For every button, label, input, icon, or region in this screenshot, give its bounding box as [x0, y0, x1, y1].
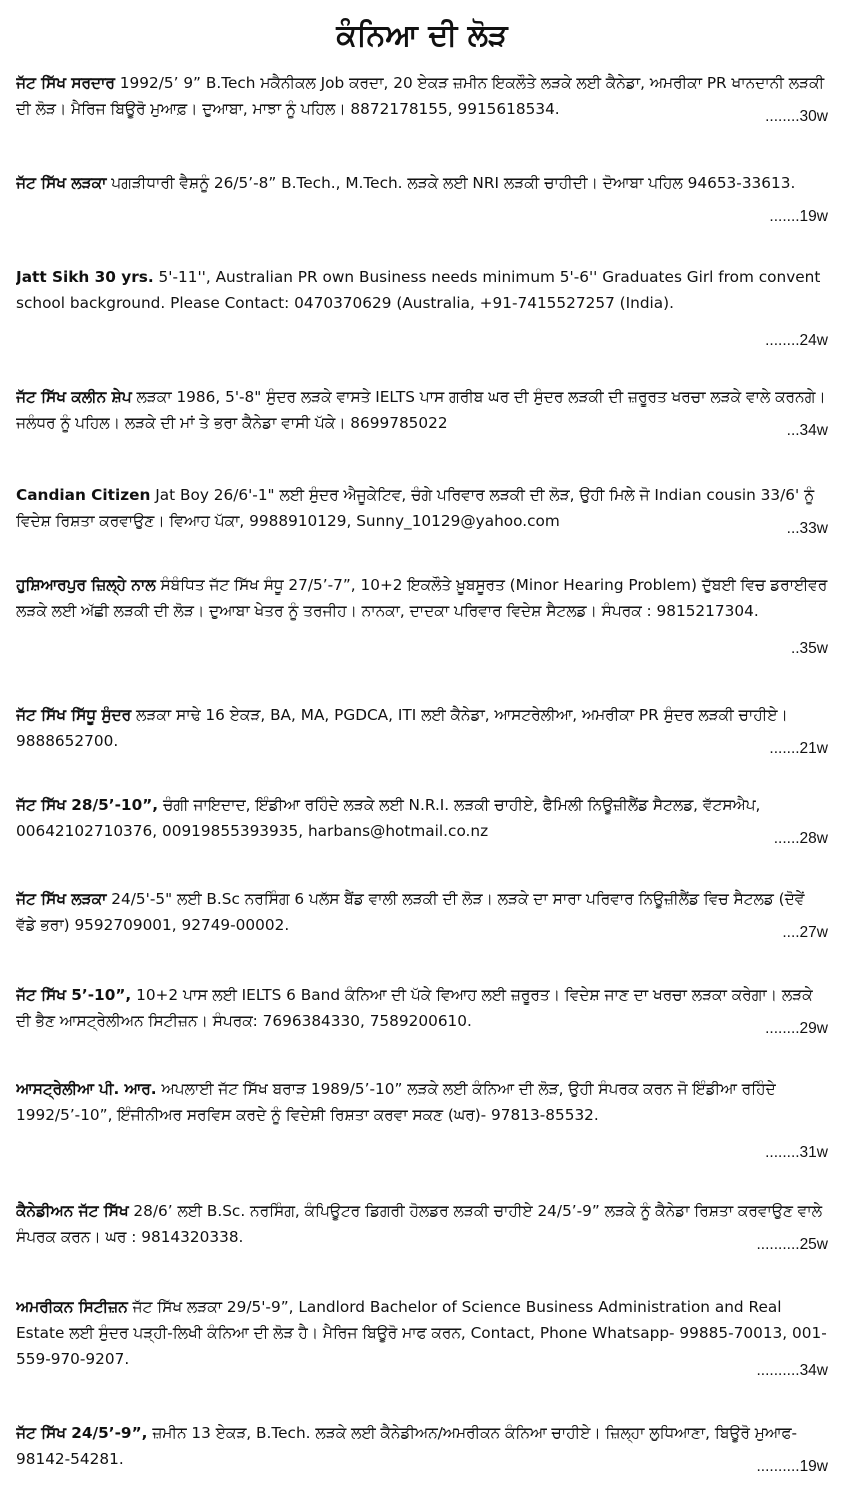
- ad-reference: ......28w: [768, 826, 828, 852]
- classified-ad: [16, 482, 828, 542]
- ad-heading: ਜੱਟ ਸਿੱਖ ਸਰਦਾਰ: [16, 74, 115, 92]
- ad-reference: ..........19w: [751, 1454, 829, 1480]
- ad-heading: ਜੱਟ ਸਿੱਖ 5’-10”,: [16, 986, 132, 1004]
- ad-text: 1992/5’ 9” B.Tech ਮਕੈਨੀਕਲ Job ਕਰਦਾ, 20 ਏਕੜ ਜ਼ਮੀਨ ਇਕਲੌਤੇ ਲੜਕੇ ਲਈ ਕੈਨੇਡਾ, ਅਮਰੀਕਾ PR ਖਾਨਦਾਨੀ ਲੜਕੀ ਦੀ ਲੋੜ। ਮੈਰਿਜ ਬਿਊਰੋ ਮੁਆਫ਼। ਦੁਆਬਾ, ਮਾਝਾ ਨੂੰ ਪਹਿਲ। 8872178155, 9915618534.: [16, 74, 825, 118]
- ad-reference: .......21w: [763, 736, 828, 762]
- ad-heading: ਜੱਟ ਸਿੱਖ ਲੜਕਾ: [16, 890, 107, 908]
- ad-heading: ਜੱਟ ਸਿੱਖ 28/5’-10”,: [16, 796, 159, 814]
- ad-text: ਪਗੜੀਧਾਰੀ ਵੈਸ਼ਨੂੰ 26/5’-8” B.Tech., M.Tech. ਲੜਕੇ ਲਈ NRI ਲੜਕੀ ਚਾਹੀਦੀ। ਦੋਆਬਾ ਪਹਿਲ 94653-33613.: [106, 174, 796, 192]
- classified-ad: [16, 886, 828, 946]
- ad-text: ਜ਼ਮੀਨ 13 ਏਕੜ, B.Tech. ਲੜਕੇ ਲਈ ਕੈਨੇਡੀਅਨ/ਅਮਰੀਕਨ ਕੰਨਿਆ ਚਾਹੀਏ। ਜ਼ਿਲ੍ਹਾ ਲੁਧਿਆਣਾ, ਬਿਊਰੋ ਮੁਆਫ- 98142-54281.: [16, 1424, 797, 1468]
- classified-ad: [16, 170, 828, 230]
- ad-text: 24/5'-5" ਲਈ B.Sc ਨਰਸਿੰਗ 6 ਪਲੱਸ ਬੈਂਡ ਵਾਲੀ ਲੜਕੀ ਦੀ ਲੋੜ। ਲੜਕੇ ਦਾ ਸਾਰਾ ਪਰਿਵਾਰ ਨਿਊਜ਼ੀਲੈਂਡ ਵਿਚ ਸੈਟਲਡ (ਦੋਵੇਂ ਵੱਡੇ ਭਰਾ) 9592709001, 92749-00002.: [16, 890, 805, 934]
- classified-ad: [16, 792, 828, 852]
- ad-reference: .......19w: [763, 204, 828, 230]
- ad-text: ਜੱਟ ਸਿੱਖ ਲੜਕਾ 29/5'-9”, Landlord Bachelor of Science Business Administration and Real Estate ਲਈ ਸੁੰਦਰ ਪੜ੍ਹੀ-ਲਿਖੀ ਕੰਨਿਆ ਦੀ ਲੋੜ ਹੈ। ਮੈਰਿਜ ਬਿਊਰੋ ਮਾਫ ਕਰਨ, Contact, Phone Whatsapp- 99885-70013, 001-559-970-9207.: [16, 1298, 827, 1368]
- ad-heading: ਜੱਟ ਸਿੱਖ ਲੜਕਾ: [16, 174, 107, 192]
- classified-ad: [16, 1076, 828, 1166]
- classified-ad: [16, 70, 828, 130]
- ad-reference: ........29w: [759, 1016, 828, 1042]
- ad-heading: ਹੁਸ਼ਿਆਰਪੁਰ ਜ਼ਿਲ੍ਹੇ ਨਾਲ: [16, 576, 156, 594]
- ad-heading: ਅਮਰੀਕਨ ਸਿਟੀਜ਼ਨ: [16, 1298, 128, 1316]
- ad-heading: ਜੱਟ ਸਿੱਖ ਸਿੱਧੂ ਸੁੰਦਰ: [16, 706, 132, 724]
- ad-reference: ..35w: [785, 636, 828, 662]
- ad-reference: ...33w: [781, 516, 828, 542]
- ad-reference: ........31w: [759, 1140, 828, 1166]
- ad-text: ਲੜਕਾ 1986, 5'-8" ਸੁੰਦਰ ਲੜਕੇ ਵਾਸਤੇ IELTS ਪਾਸ ਗਰੀਬ ਘਰ ਦੀ ਸੁੰਦਰ ਲੜਕੀ ਦੀ ਜ਼ਰੂਰਤ ਖਰਚਾ ਲੜਕੇ ਵਾਲੇ ਕਰਨਗੇ। ਜਲੰਧਰ ਨੂੰ ਪਹਿਲ। ਲੜਕੇ ਦੀ ਮਾਂ ਤੇ ਭਰਾ ਕੈਨੇਡਾ ਵਾਸੀ ਪੱਕੇ। 8699785022: [16, 388, 826, 432]
- ad-heading: ਆਸਟ੍ਰੇਲੀਆ ਪੀ. ਆਰ.: [16, 1080, 157, 1098]
- ad-heading: ਕੈਨੇਡੀਅਨ ਜੱਟ ਸਿੱਖ: [16, 1202, 129, 1220]
- page-title: ਕੰਨਿਆ ਦੀ ਲੋੜ: [336, 18, 508, 53]
- ad-heading: Jatt Sikh 30 yrs.: [16, 268, 154, 286]
- ad-text: Jat Boy 26/6'-1" ਲਈ ਸੁੰਦਰ ਐਜੂਕੇਟਿਵ, ਚੰਗੇ ਪਰਿਵਾਰ ਲੜਕੀ ਦੀ ਲੋੜ, ਉਹੀ ਮਿਲੇ ਜੋ Indian cousin 33/6' ਨੂੰ ਵਿਦੇਸ਼ ਰਿਸ਼ਤਾ ਕਰਵਾਉਣ। ਵਿਆਹ ਪੱਕਾ, 9988910129, Sunny_10129@yahoo.com: [16, 486, 815, 530]
- classified-ad: [16, 572, 828, 662]
- ad-heading: ਜੱਟ ਸਿੱਖ 24/5’-9”,: [16, 1424, 148, 1442]
- ad-text: ਚੰਗੀ ਜਾਇਦਾਦ, ਇੰਡੀਆ ਰਹਿੰਦੇ ਲੜਕੇ ਲਈ N.R.I. ਲੜਕੀ ਚਾਹੀਏ, ਫੈਮਿਲੀ ਨਿਊਜ਼ੀਲੈਂਡ ਸੈਟਲਡ, ਵੱਟਸਐਪ, 00642102710376, 00919855393935, harbans@hotmail.co.nz: [16, 796, 761, 840]
- ad-heading: Candian Citizen: [16, 486, 151, 504]
- ad-heading: ਜੱਟ ਸਿੱਖ ਕਲੀਨ ਸ਼ੇਪ: [16, 388, 132, 406]
- classified-ad: [16, 982, 828, 1042]
- ad-text: 28/6’ ਲਈ B.Sc. ਨਰਸਿੰਗ, ਕੰਪਿਊਟਰ ਡਿਗਰੀ ਹੋਲਡਰ ਲੜਕੀ ਚਾਹੀਏ 24/5’-9” ਲੜਕੇ ਨੂੰ ਕੈਨੇਡਾ ਰਿਸ਼ਤਾ ਕਰਵਾਉਣ ਵਾਲੇ ਸੰਪਰਕ ਕਰਨ। ਘਰ : 9814320338.: [16, 1202, 822, 1246]
- classified-ad: [16, 1294, 828, 1384]
- ad-reference: ....27w: [776, 920, 828, 946]
- ad-reference: ..........25w: [751, 1232, 829, 1258]
- classified-ad: [16, 264, 828, 354]
- ad-reference: ........24w: [759, 328, 828, 354]
- ad-text: ਸੰਬੰਧਿਤ ਜੱਟ ਸਿੱਖ ਸੰਧੂ 27/5’-7”, 10+2 ਇਕਲੌਤੇ ਖ਼ੂਬਸੂਰਤ (Minor Hearing Problem) ਦੁੱਬਈ ਵਿਚ ਡਰਾਈਵਰ ਲੜਕੇ ਲਈ ਅੱਛੀ ਲੜਕੀ ਦੀ ਲੋੜ। ਦੁਆਬਾ ਖੇਤਰ ਨੂੰ ਤਰਜੀਹ। ਨਾਨਕਾ, ਦਾਦਕਾ ਪਰਿਵਾਰ ਵਿਦੇਸ਼ ਸੈਟਲਡ। ਸੰਪਰਕ : 9815217304.: [16, 576, 828, 620]
- classified-ad: [16, 384, 828, 444]
- ad-text: ਅਪਲਾਈ ਜੱਟ ਸਿੱਖ ਬਰਾੜ 1989/5’-10” ਲੜਕੇ ਲਈ ਕੰਨਿਆ ਦੀ ਲੋੜ, ਉਹੀ ਸੰਪਰਕ ਕਰਨ ਜੋ ਇੰਡੀਆ ਰਹਿੰਦੇ 1992/5’-10”, ਇੰਜੀਨੀਅਰ ਸਰਵਿਸ ਕਰਦੇ ਨੂੰ ਵਿਦੇਸ਼ੀ ਰਿਸ਼ਤਾ ਕਰਵਾ ਸਕਣ (ਘਰ)- 97813-85532.: [16, 1080, 776, 1124]
- ad-text: ਲੜਕਾ ਸਾਢੇ 16 ਏਕੜ, BA, MA, PGDCA, ITI ਲਈ ਕੈਨੇਡਾ, ਆਸਟਰੇਲੀਆ, ਅਮਰੀਕਾ PR ਸੁੰਦਰ ਲੜਕੀ ਚਾਹੀਏ। 9888652700.: [16, 706, 788, 750]
- classified-ad: [16, 702, 828, 762]
- ad-text: 5'-11'', Australian PR own Business needs minimum 5'-6'' Graduates Girl from convent school background. Please Contact: 0470370629 (Australia, +91-7415527257 (India).: [16, 268, 821, 312]
- classified-ad: [16, 1420, 828, 1480]
- classified-ad: [16, 1198, 828, 1258]
- ad-text: 10+2 ਪਾਸ ਲਈ IELTS 6 Band ਕੰਨਿਆ ਦੀ ਪੱਕੇ ਵਿਆਹ ਲਈ ਜ਼ਰੂਰਤ। ਵਿਦੇਸ਼ ਜਾਣ ਦਾ ਖਰਚਾ ਲੜਕਾ ਕਰੇਗਾ। ਲੜਕੇ ਦੀ ਭੈਣ ਆਸਟ੍ਰੇਲੀਅਨ ਸਿਟੀਜ਼ਨ। ਸੰਪਰਕ: 7696384330, 7589200610.: [16, 986, 813, 1030]
- ad-reference: ........30w: [759, 104, 828, 130]
- ad-reference: ...34w: [781, 418, 828, 444]
- ad-reference: ..........34w: [751, 1358, 829, 1384]
